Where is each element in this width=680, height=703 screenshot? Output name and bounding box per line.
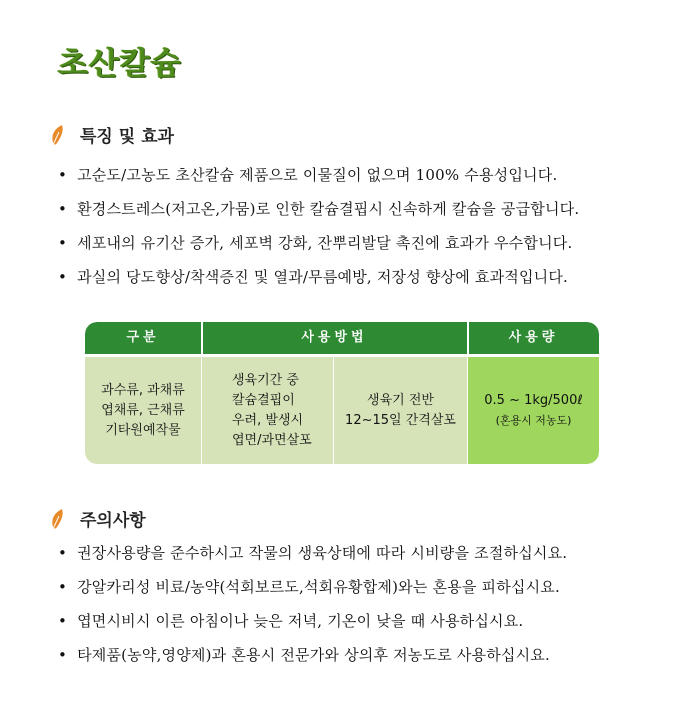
list-item: • 타제품(농약,영양제)과 혼용시 전문가와 상의후 저농도로 사용하십시요.: [58, 638, 567, 672]
method-line: 칼슘결핍이: [232, 392, 295, 408]
amount-note: (혼용시 저농도): [495, 413, 572, 427]
header-category: 구분: [126, 330, 160, 345]
product-title: 초산칼슘: [58, 46, 182, 82]
leaf-icon: [50, 124, 66, 146]
header-method: 사용방법: [301, 330, 368, 345]
features-heading: 특징 및 효과: [80, 127, 174, 147]
list-item: • 엽면시비시 이른 아침이나 늦은 저녁, 기온이 낮을 때 사용하십시요.: [58, 604, 567, 638]
list-item: • 세포내의 유기산 증가, 세포벽 강화, 잔뿌리발달 촉진에 효과가 우수합니다.: [58, 226, 579, 260]
amount-value: 0.5 ~ 1kg/500ℓ: [484, 392, 583, 408]
features-section-header: [50, 122, 174, 147]
caution-section-header: [50, 506, 146, 531]
method-cell-timing: [202, 357, 333, 464]
crop-line: 엽채류, 근채류: [101, 402, 185, 418]
method-line: 12~15일 간격살포: [345, 412, 456, 428]
amount-cell: [468, 357, 599, 464]
features-list: [58, 158, 579, 294]
method-line: 생육기간 중: [232, 372, 299, 388]
column-divider: [467, 322, 469, 354]
crop-line: 과수류, 과채류: [101, 382, 185, 398]
method-line: 생육기 전반: [367, 392, 434, 408]
list-item: • 강알카리성 비료/농약(석회보르도,석회유황합제)와는 혼용을 피하십시요.: [58, 570, 567, 604]
method-line: 엽면/과면살포: [232, 432, 312, 448]
usage-table: [85, 322, 599, 464]
table-body-row: [85, 354, 599, 464]
crop-line: 기타원예작물: [105, 422, 181, 438]
caution-list: [58, 536, 567, 672]
leaf-icon: [50, 508, 66, 530]
list-item: • 권장사용량을 준수하시고 작물의 생육상태에 따라 시비량을 조절하십시요.: [58, 536, 567, 570]
method-line: 우려, 발생시: [232, 412, 304, 428]
column-divider: [201, 322, 203, 354]
table-header-row: [85, 322, 599, 354]
list-item: • 환경스트레스(저고온,가뭄)로 인한 칼슘결핍시 신속하게 칼슘을 공급합니다.: [58, 192, 579, 226]
method-cell-interval: [334, 357, 467, 464]
caution-heading: 주의사항: [80, 511, 146, 531]
header-amount: 사용량: [508, 330, 559, 345]
crop-cell: [85, 357, 201, 464]
list-item: • 고순도/고농도 초산칼슘 제품으로 이물질이 없으며 100% 수용성입니다.: [58, 158, 579, 192]
list-item: • 과실의 당도향상/착색증진 및 열과/무름예방, 저장성 향상에 효과적입니다.: [58, 260, 579, 294]
